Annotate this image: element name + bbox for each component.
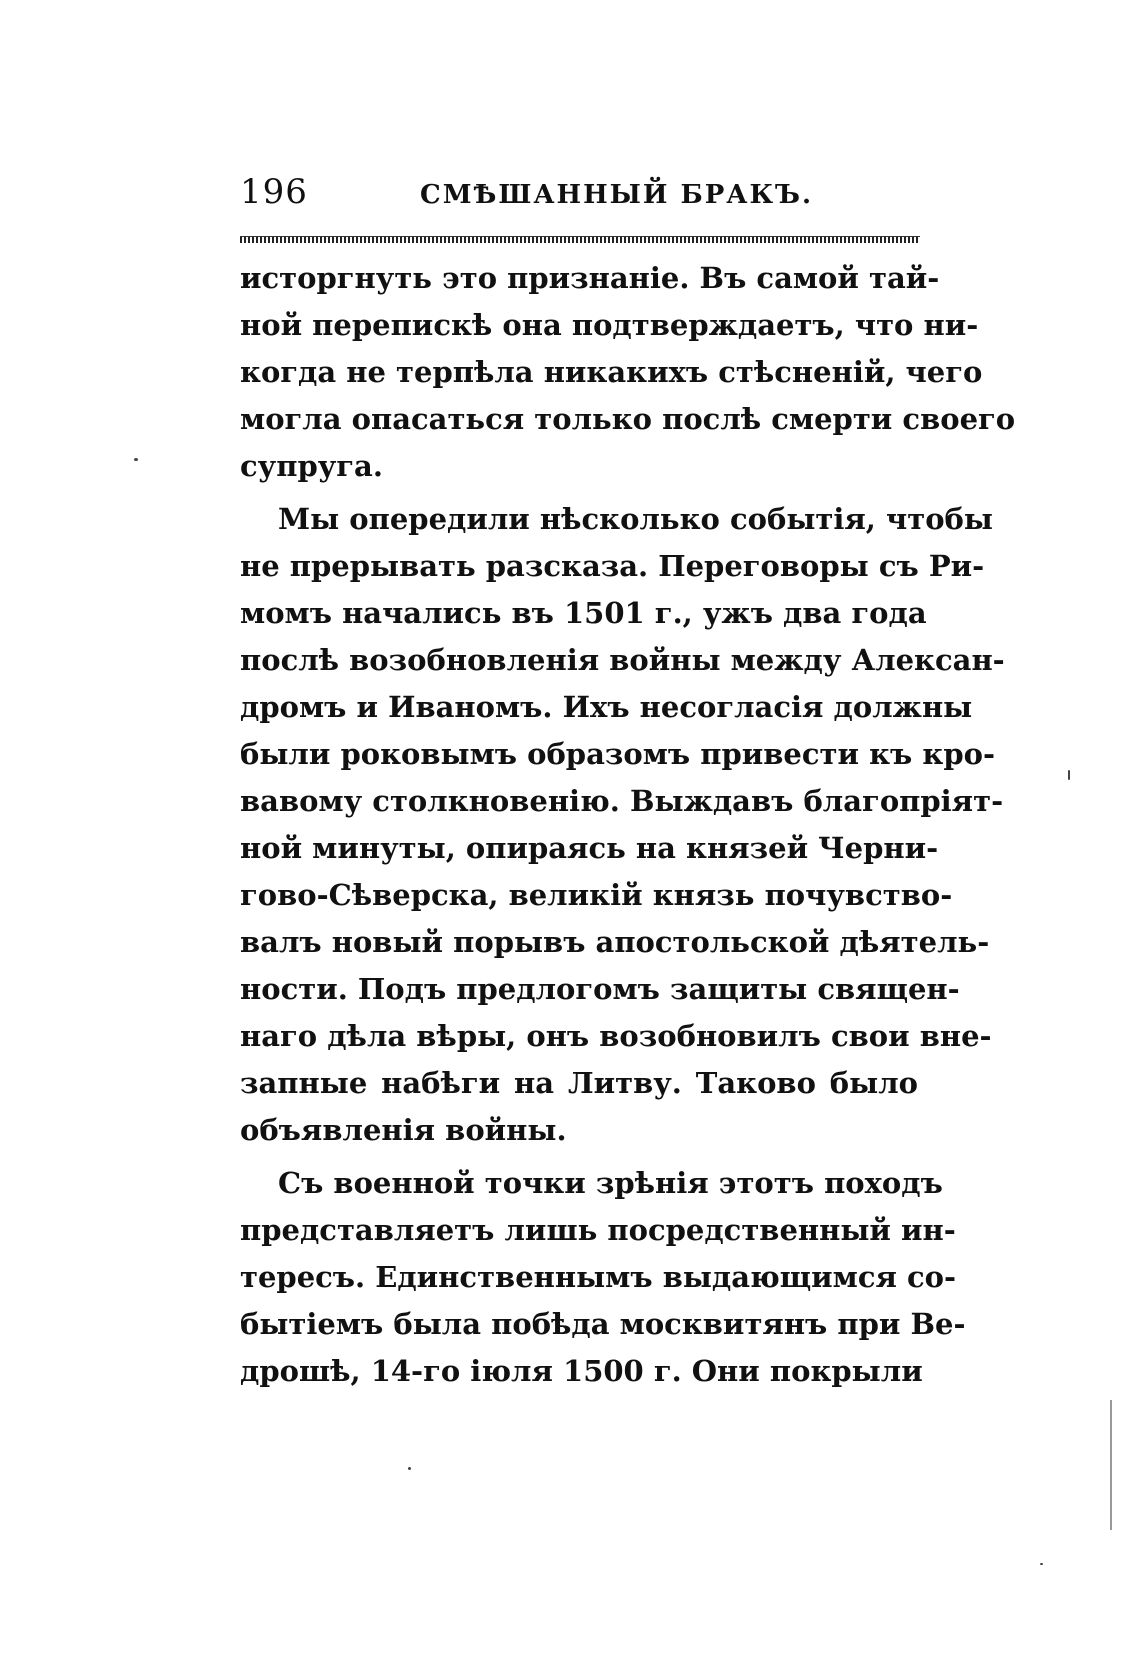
text-line: тересъ. Единственнымъ выдающимся со- — [240, 1260, 957, 1294]
text-line: дромъ и Иваномъ. Ихъ несогласія должны — [240, 690, 973, 724]
text-line: наго дѣла вѣры, онъ возобновилъ свои вне- — [240, 1019, 992, 1053]
text-line: Мы опередили нѣсколько событія, чтобы — [278, 502, 993, 536]
text-line: представляетъ лишь посредственный ин- — [240, 1213, 956, 1247]
text-line: послѣ возобновленія войны между Алексан- — [240, 643, 1005, 677]
text-line: объявленія войны. — [240, 1113, 567, 1147]
text-line: супруга. — [240, 449, 383, 483]
text-line: когда не терпѣла никакихъ стѣсненій, чего — [240, 355, 983, 389]
text-line: Съ военной точки зрѣнія этотъ походъ — [278, 1166, 943, 1200]
scan-speck — [408, 1467, 411, 1470]
text-line: бытіемъ была побѣда москвитянъ при Ве- — [240, 1307, 966, 1341]
scan-speck — [1068, 770, 1070, 780]
scan-edge-mark — [1110, 1400, 1112, 1530]
text-line: запные набѣги на Литву. Таково было — [240, 1066, 918, 1100]
text-line: дрошѣ, 14-го іюля 1500 г. Они покрыли — [240, 1354, 923, 1388]
scan-speck — [134, 458, 138, 461]
running-title: СМѢШАННЫЙ БРАКЪ. — [420, 180, 814, 210]
text-line: момъ начались въ 1501 г., ужъ два года — [240, 596, 927, 630]
text-line: были роковымъ образомъ привести къ кро- — [240, 737, 995, 771]
header-rule — [240, 236, 920, 243]
scan-speck — [1040, 1563, 1043, 1565]
text-line: вавому столкновенію. Выждавъ благопріят- — [240, 784, 1004, 818]
text-line: исторгнуть это признаніе. Въ самой тай- — [240, 261, 940, 295]
text-line: ной перепискѣ она подтверждаетъ, что ни- — [240, 308, 979, 342]
text-line: могла опасаться только послѣ смерти своего — [240, 402, 1016, 436]
page-number: 196 — [240, 172, 308, 212]
text-line: ной минуты, опираясь на князей Черни- — [240, 831, 939, 865]
text-line: не прерывать разсказа. Переговоры съ Ри- — [240, 549, 985, 583]
text-line: валъ новый порывъ апостольской дѣятель- — [240, 925, 990, 959]
text-line: гово-Сѣверска, великій князь почувство- — [240, 878, 953, 912]
text-line: ности. Подъ предлогомъ защиты священ- — [240, 972, 960, 1006]
body-text — [240, 255, 1016, 1395]
